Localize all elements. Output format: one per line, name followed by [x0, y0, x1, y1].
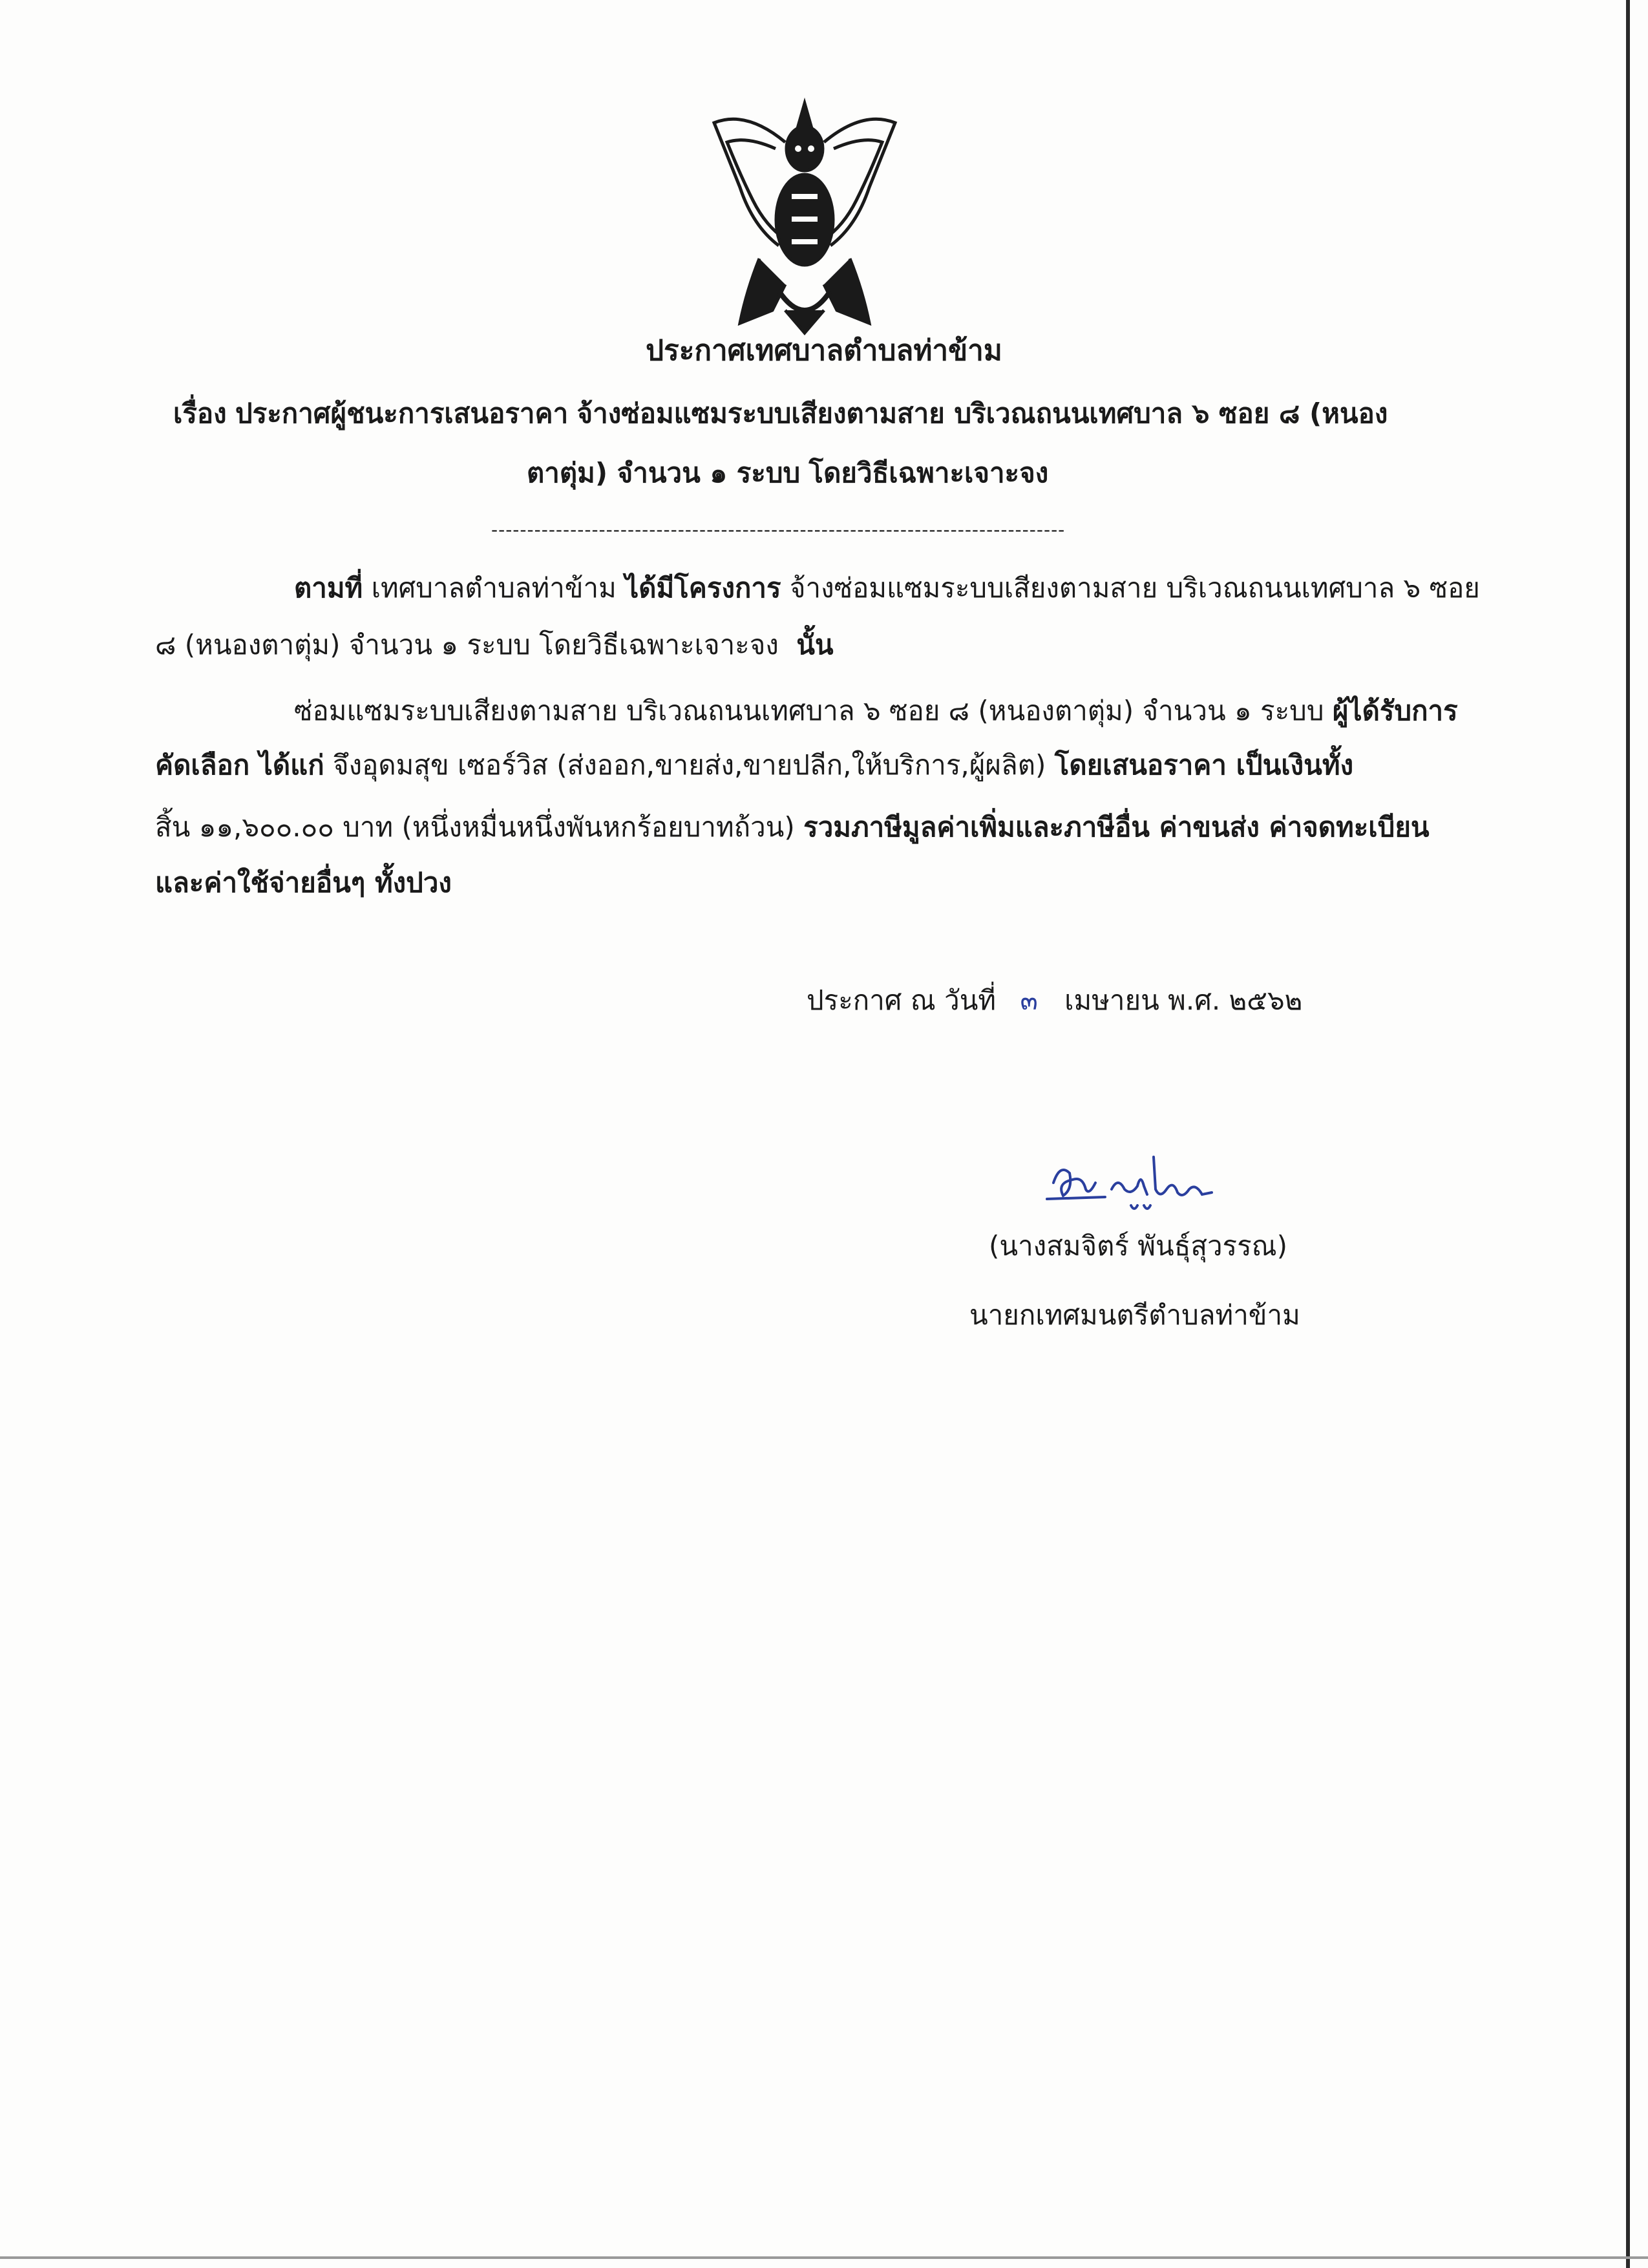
- p2-line-3-text: สิ้น ๑๑,๖๐๐.๐๐ บาท (หนึ่งหมื่นหนึ่งพันหกร้อยบาทถ้วน): [155, 811, 795, 843]
- paragraph-2-line-3: [155, 808, 1430, 847]
- p2-line-1-text: ซ่อมแซมระบบเสียงตามสาย บริเวณถนนเทศบาล ๖ ซอย ๘ (หนองตาตุ่ม) จำนวน ๑ ระบบ: [294, 695, 1324, 726]
- p2-line-2-text: จึงอุดมสุข เซอร์วิส (ส่งออก,ขายส่ง,ขายปลีก,ให้บริการ,ผู้ผลิต): [333, 749, 1046, 781]
- header-separator: --------------------------------------------------------------------------------: [491, 519, 1066, 540]
- subject-label: เรื่อง: [173, 397, 227, 429]
- subject-heading: ประกาศผู้ชนะการเสนอราคา: [235, 397, 569, 429]
- p2-line-2-bold-1: คัดเลือก ได้แก่: [155, 749, 324, 781]
- paragraph-1-line-1: [294, 569, 1480, 608]
- date-month-year: เมษายน พ.ศ. ๒๕๖๒: [1064, 984, 1303, 1016]
- p1-line-2-text: ๘ (หนองตาตุ่ม) จำนวน ๑ ระบบ โดยวิธีเฉพาะเจาะจง: [155, 629, 779, 661]
- p2-line-2-bold-2: โดยเสนอราคา เป็นเงินทั้ง: [1054, 749, 1354, 781]
- garuda-emblem: [701, 97, 908, 336]
- page-title: ประกาศเทศบาลตำบลท่าข้าม: [646, 334, 1002, 367]
- subject-line-2-rest: โดยวิธีเฉพาะเจาะจง: [808, 457, 1049, 489]
- subject-line-2-bold: ตาตุ่ม) จำนวน ๑ ระบบ: [527, 457, 801, 489]
- date-prefix: ประกาศ ณ วันที่: [807, 984, 997, 1016]
- signature-scribble: [1034, 1144, 1247, 1222]
- p2-line-3-bold: รวมภาษีมูลค่าเพิ่มและภาษีอื่น ค่าขนส่ง ค่าจดทะเบียน: [803, 811, 1430, 843]
- paragraph-2-line-1: [294, 692, 1458, 730]
- paragraph-2-line-2: [155, 746, 1353, 785]
- date-day: ๓: [1020, 986, 1038, 1016]
- paragraph-1-line-2: [155, 626, 834, 664]
- subject-line-2: [527, 454, 1048, 493]
- p1-bold-2: ได้มีโครงการ: [625, 572, 781, 604]
- subject-line-1-rest: จ้างซ่อมแซมระบบเสียงตามสาย บริเวณถนนเทศบาล ๖ ซอย ๘ (หนอง: [576, 397, 1388, 429]
- signer-position: นายกเทศมนตรีตำบลท่าข้าม: [969, 1299, 1300, 1331]
- p1-text-2: จ้างซ่อมแซมระบบเสียงตามสาย บริเวณถนนเทศบาล ๖ ซอย: [789, 572, 1480, 604]
- announcement-date: [807, 981, 1302, 1021]
- p1-line-2-bold: นั้น: [796, 629, 834, 661]
- p1-bold-1: ตามที่: [294, 572, 363, 604]
- p1-text-1: เทศบาลตำบลท่าข้าม: [371, 572, 617, 604]
- p2-line-4-bold: และค่าใช้จ่ายอื่นๆ ทั้งปวง: [155, 867, 452, 898]
- subject-line-1: [173, 394, 1388, 433]
- signer-name: (นางสมจิตร์ พันธุ์สุวรรณ): [989, 1230, 1288, 1262]
- p2-line-1-bold: ผู้ได้รับการ: [1332, 695, 1458, 726]
- paragraph-2-line-4: [155, 864, 452, 902]
- scan-edge-bottom: [0, 2256, 1648, 2259]
